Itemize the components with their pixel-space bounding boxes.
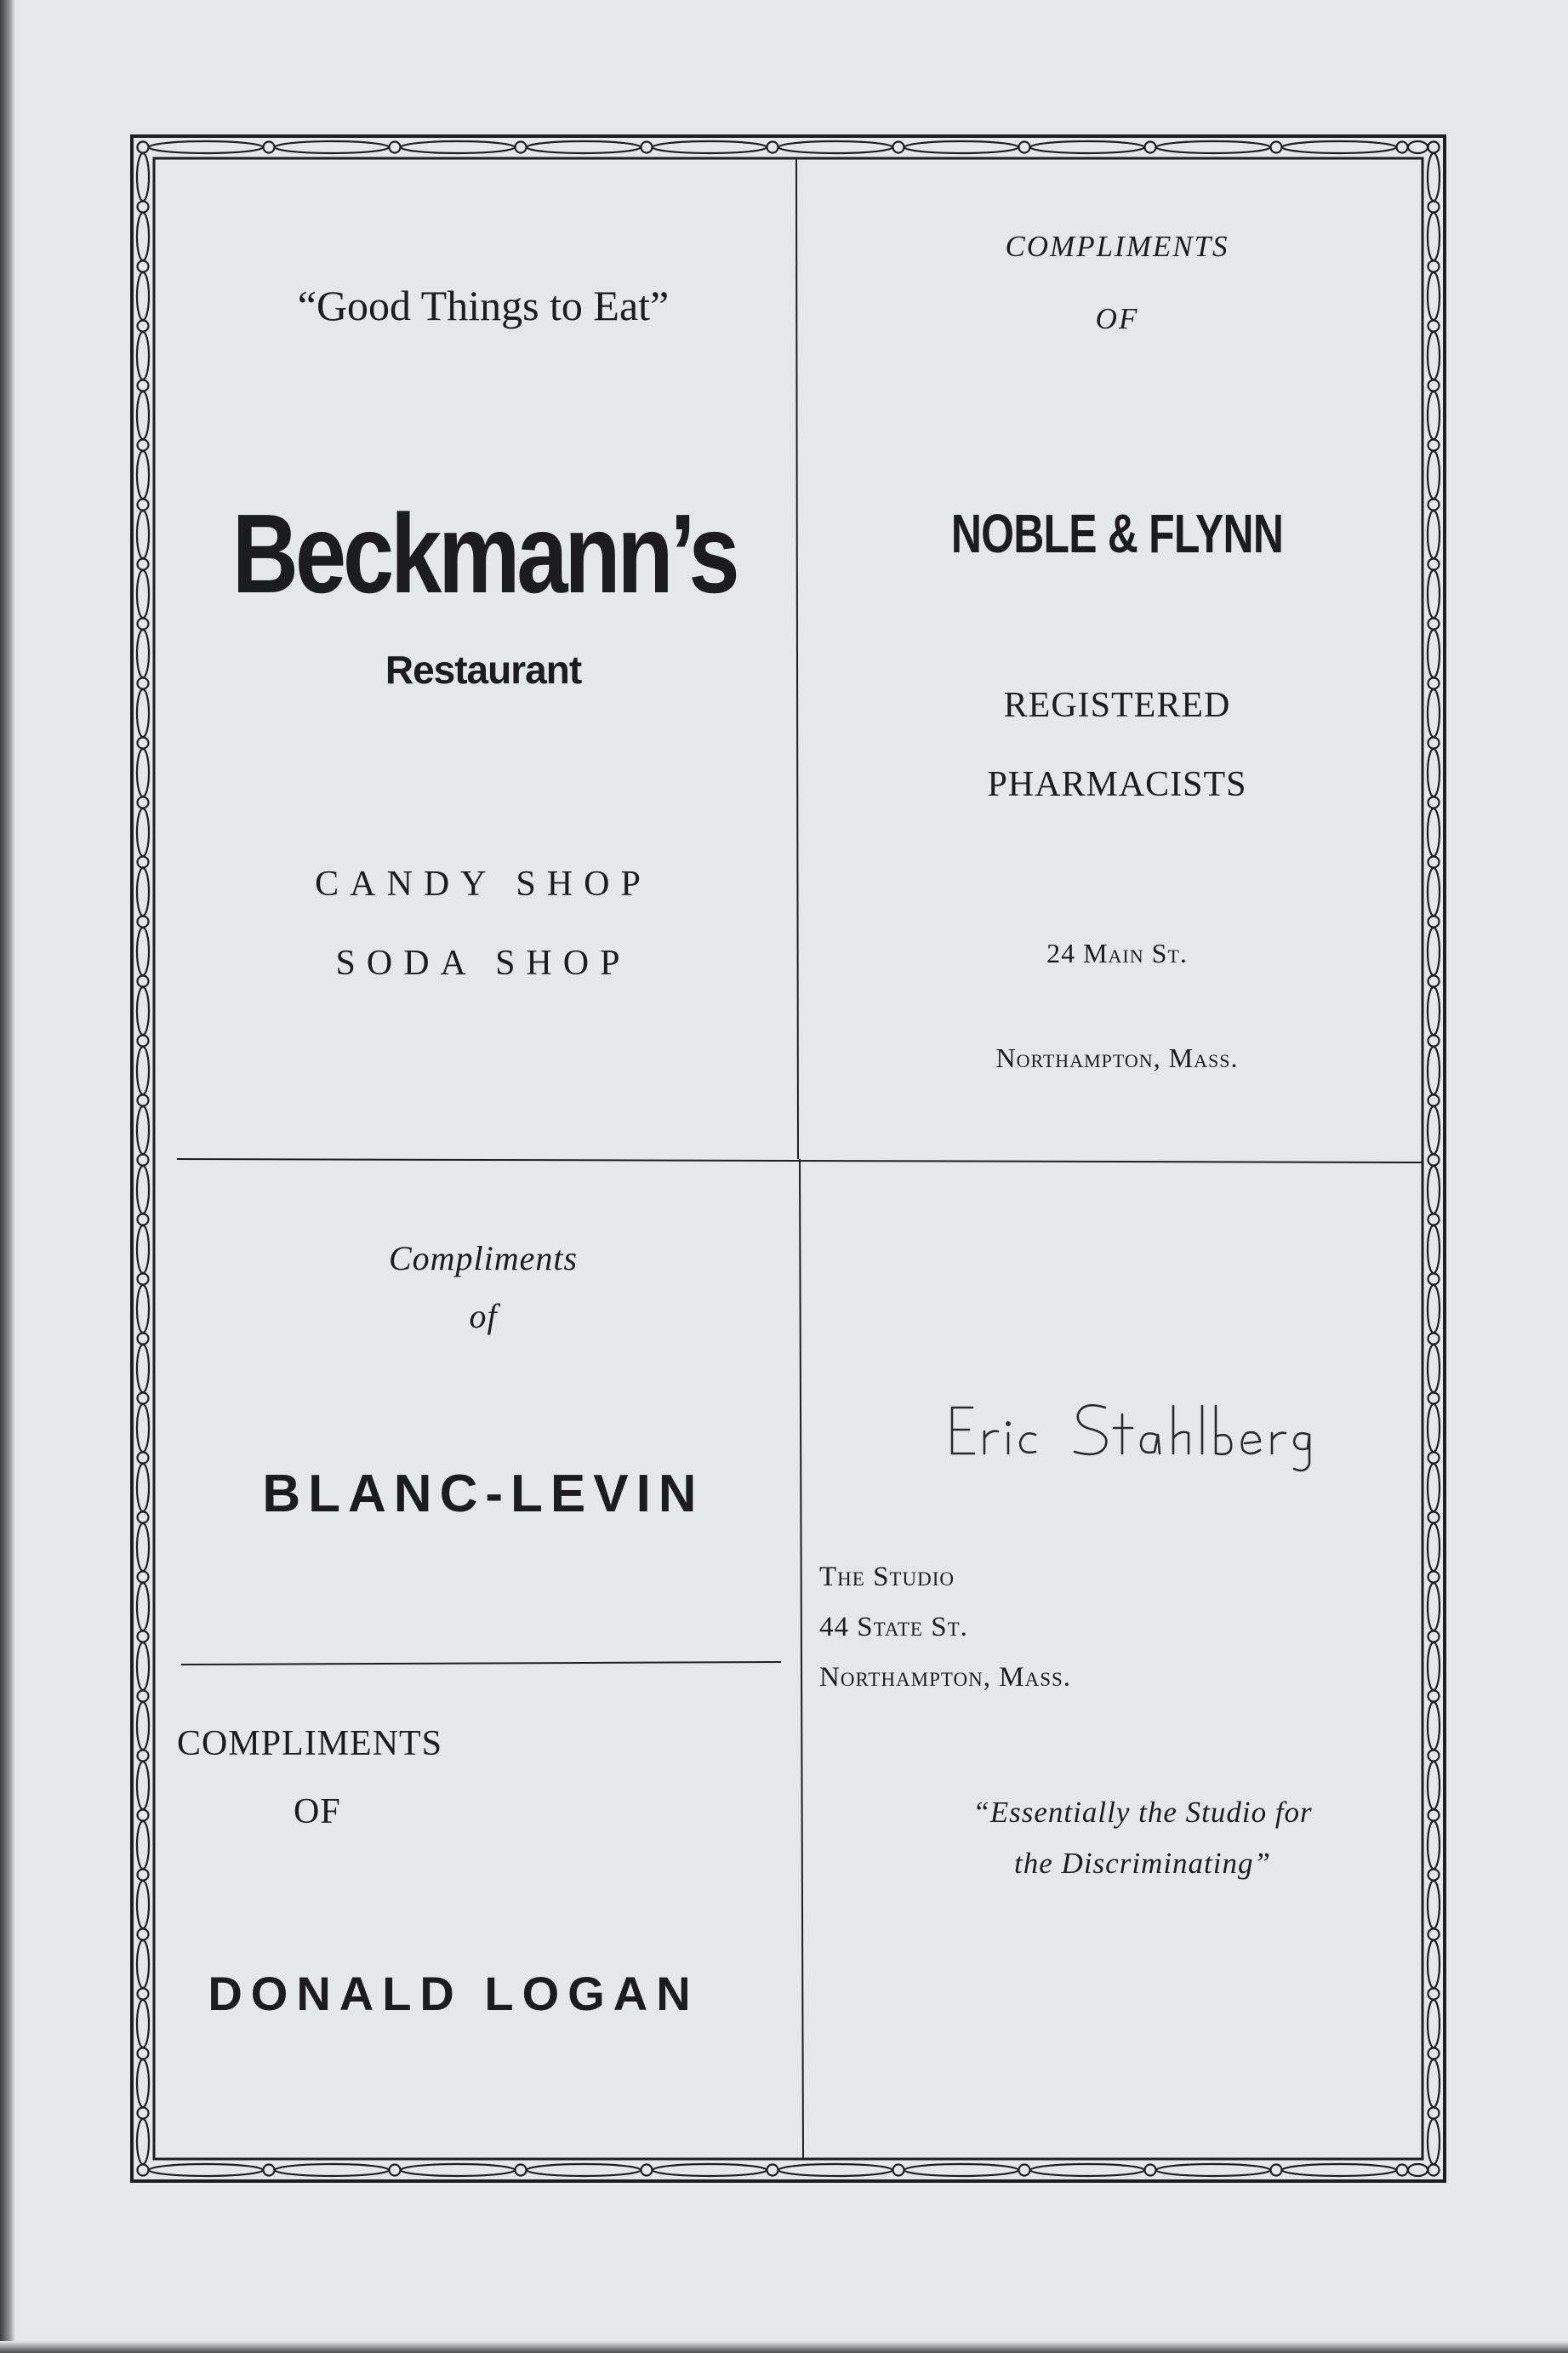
sponsor-name: DONALD LOGAN xyxy=(208,1967,699,2020)
of-label: OF xyxy=(294,1792,341,1831)
slogan-line-2: the Discriminating” xyxy=(1014,1847,1271,1880)
registered-label: REGISTERED xyxy=(1003,686,1231,725)
compliments-label: COMPLIMENTS xyxy=(1005,230,1229,263)
city-address: Northampton, Mass. xyxy=(995,1042,1239,1073)
restaurant-label: Restaurant xyxy=(385,648,582,692)
compliments-label: Compliments xyxy=(388,1239,579,1277)
pharmacists-label: PHARMACISTS xyxy=(987,765,1247,804)
restaurant-name: Beckmann’s xyxy=(231,491,737,616)
street-address: 44 State St. xyxy=(819,1612,968,1642)
divider-vertical-bottom xyxy=(800,1159,803,2159)
program-page xyxy=(15,0,1568,2341)
page-edge-shadow xyxy=(0,0,15,2353)
ad-noble-flynn xyxy=(802,230,1432,1132)
studio-name: The Studio xyxy=(819,1562,955,1592)
handwritten-signature xyxy=(947,1396,1347,1476)
of-label: of xyxy=(469,1297,498,1335)
page-edge-shadow-bottom xyxy=(0,2341,1568,2353)
slogan-line-1: “Essentially the Studio for xyxy=(972,1796,1313,1829)
city-address: Northampton, Mass. xyxy=(819,1662,1072,1693)
candy-shop-label: CANDY SHOP xyxy=(315,865,652,904)
pharmacy-name: NOBLE & FLYNN xyxy=(950,503,1284,564)
of-label: OF xyxy=(1095,302,1139,335)
ad-stahlberg-studio xyxy=(819,1396,1355,1906)
street-address: 24 Main St. xyxy=(1046,938,1188,968)
ad-beckmanns-restaurant xyxy=(177,281,790,1132)
soda-shop-label: SODA SHOP xyxy=(335,944,631,983)
divider-vertical-top xyxy=(796,158,798,1159)
tagline: “Good Things to Eat” xyxy=(297,282,670,329)
ad-blanc-levin xyxy=(177,1238,790,1664)
ad-donald-logan xyxy=(177,1723,790,2081)
compliments-label: COMPLIMENTS xyxy=(177,1724,443,1763)
store-name: BLANC-LEVIN xyxy=(262,1465,704,1523)
